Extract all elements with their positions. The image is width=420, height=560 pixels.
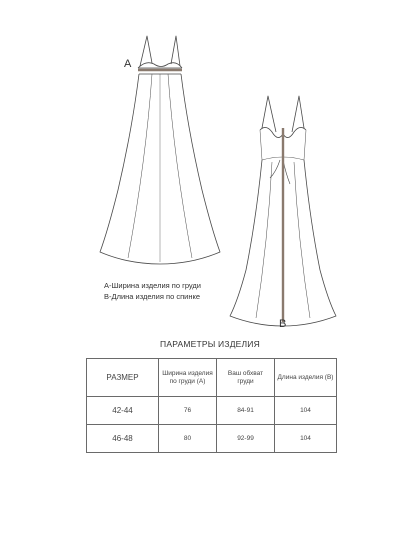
cell-size: 42-44 — [87, 397, 159, 425]
cell-your-chest: 92-99 — [217, 425, 275, 453]
measurement-legend — [104, 280, 201, 302]
cell-length: 104 — [275, 397, 337, 425]
cell-your-chest: 84-91 — [217, 397, 275, 425]
header-size: РАЗМЕР — [87, 359, 159, 397]
cell-length: 104 — [275, 425, 337, 453]
cell-size: 46-48 — [87, 425, 159, 453]
table-title: ПАРАМЕТРЫ ИЗДЕЛИЯ — [160, 339, 260, 349]
cell-chest-width: 80 — [159, 425, 217, 453]
size-table — [86, 358, 337, 453]
legend-item-b: B-Длина изделия по спинке — [104, 292, 201, 301]
table-header-row — [87, 359, 337, 397]
table-row — [87, 425, 337, 453]
header-your-chest: Ваш обхват груди — [217, 359, 275, 397]
header-chest-width: Ширина изделия по груди (A) — [159, 359, 217, 397]
table-row — [87, 397, 337, 425]
legend-item-a: A-Ширина изделия по груди — [104, 281, 201, 290]
marker-b-label: B — [279, 318, 287, 330]
marker-a-label: A — [124, 58, 132, 70]
header-length: Длина изделия (B) — [275, 359, 337, 397]
cell-chest-width: 76 — [159, 397, 217, 425]
